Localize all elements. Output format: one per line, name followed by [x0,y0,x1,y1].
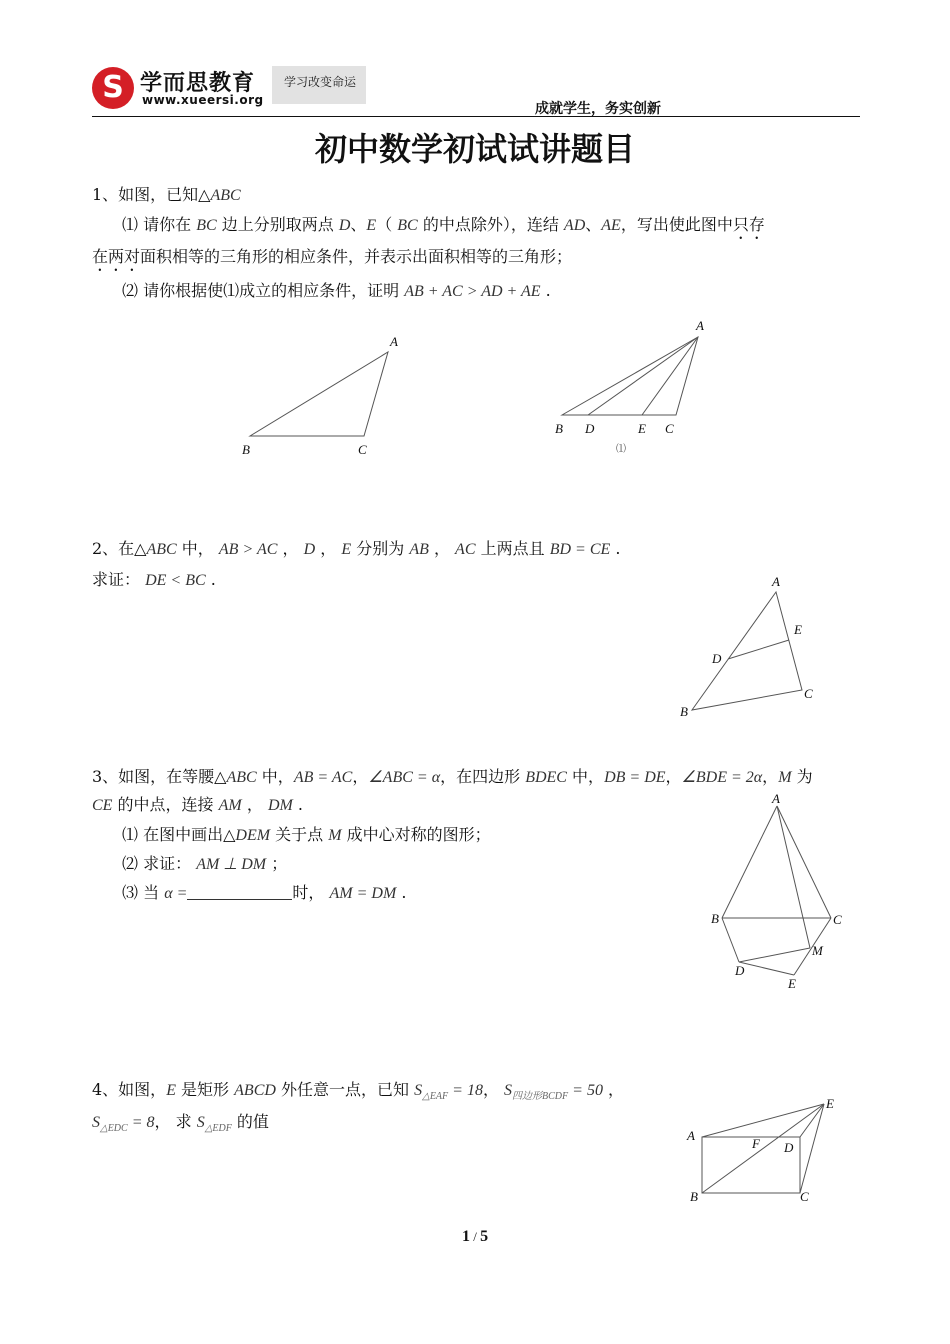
label-b: B [242,442,250,457]
label-m: M [812,943,823,958]
q1-line-1: 1、如图，已知△ABC [92,185,241,204]
q4-line-2: $S_{\triangle EDC} = 8$， 求 $S_{\triangle EDF}$ 的值 [92,1112,269,1135]
brand-url: www.xueersi.org [142,93,264,107]
header-rule [92,116,860,117]
segment-bd [722,918,739,962]
q1-line-2: ⑴ 请你在 BC 边上分别取两点 D、E（ BC 的中点除外），连结 AD、AE，写出使此图中只存 [122,215,765,234]
q2-line-1: 2、在△ABC 中， AB > AC ， D ， E 分别为 AB ， AC 上两点且 BD = CE . [92,539,621,558]
label-a: A [390,334,398,349]
label-b: B [711,911,719,926]
q4-line-1: 4、如图，E 是矩形 ABCD 外任意一点，已知 $S_{\triangle EAF} = 18$， $S_{四边形BCDF} = 50$ ， [92,1080,625,1103]
answer-blank[interactable] [187,885,292,900]
segment-de [728,640,789,659]
label-b: B [555,421,563,436]
label-d: D [784,1140,794,1155]
figure-2 [670,570,830,725]
segment-de [800,1104,824,1137]
segment-ab [722,806,777,918]
label-e: E [788,976,796,991]
q1-line-3: 在两对面积相等的三角形的相应条件，并表示出面积相等的三角形； [92,247,573,266]
label-a: A [772,791,780,806]
figure-4 [680,1090,850,1215]
label-d: D [735,963,745,978]
label-e: E [638,421,646,436]
segment-ae [642,337,698,415]
figure-caption: ⑴ [616,444,626,455]
segment-de [739,962,794,975]
q3-line-3: ⑴ 在图中画出△DEM 关于点 M 成中心对称的图形； [122,825,491,844]
figure-1-subdivided [550,315,720,460]
label-e: E [794,622,802,637]
motto: 成就学生，务实创新 [535,101,661,117]
total-pages: 5 [480,1228,489,1245]
page-title: 初中数学初试试讲题目 [314,130,635,168]
brand-name: 学而思教育 [140,71,256,96]
brand-logo-icon [92,67,134,109]
figure-3 [700,790,860,995]
label-c: C [800,1189,809,1204]
figure-1-triangle [230,330,420,465]
triangle-abc [250,352,388,436]
label-c: C [804,686,813,701]
segment-be [702,1104,824,1193]
logo-letter: S [102,70,124,105]
current-page: 1 [461,1228,470,1245]
segment-ce [800,1104,824,1193]
segment-am [777,806,810,948]
triangle-abc [562,337,698,415]
label-f: F [752,1136,760,1151]
q3-line-5: ⑶ 当 α = 时， AM = DM . [122,883,407,902]
q3-line-2: CE 的中点，连接 AM ， DM . [92,795,303,814]
page-number: 1 / 5 [461,1228,489,1245]
q3-line-1: 3、如图，在等腰△ABC 中，AB = AC，∠ABC = α，在四边形 BDEC 中，DB = DE，∠BDE = 2α，M 为 [92,767,813,786]
segment-ae [702,1104,824,1137]
label-c: C [665,421,674,436]
label-b: B [690,1189,698,1204]
triangle-abc [692,592,802,710]
q3-line-4: ⑵ 求证： AM ⊥ DM ； [122,854,288,873]
label-d: D [585,421,595,436]
slogan: 学习改变命运 [284,75,357,89]
label-b: B [680,704,688,719]
label-a: A [772,574,780,589]
q2-line-2: 求证： DE < BC . [92,570,216,589]
segment-ac [777,806,831,918]
label-c: C [833,912,842,927]
label-a: A [696,318,704,333]
label-e: E [826,1096,834,1111]
segment-dm [739,948,810,962]
label-c: C [358,442,367,457]
label-a: A [687,1128,695,1143]
segment-ad [588,337,698,415]
label-d: D [712,651,722,666]
q1-line-4: ⑵ 请你根据使⑴成立的相应条件，证明 AB + AC > AD + AE . [122,281,551,300]
